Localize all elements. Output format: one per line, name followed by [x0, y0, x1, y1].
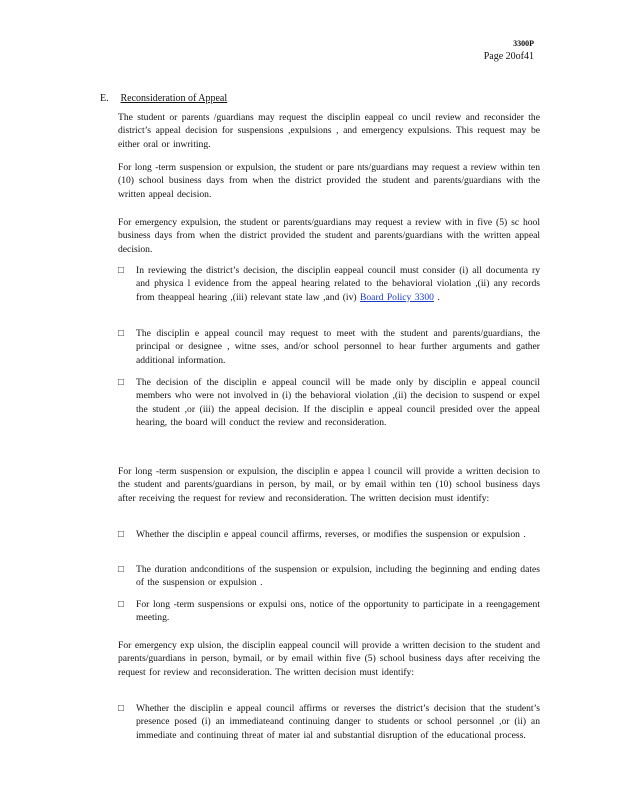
checkbox-bullet-icon: □	[118, 564, 124, 575]
paragraph-long-term-decision: For long -term suspension or expulsion, the disciplin e appea l council will provide a written decision to the student and parents/guardians in person, by mail, or by email within ten (10) school business days after receiving the request for review and reconsideration. The written decision must identify:	[118, 466, 540, 504]
paragraph-emergency-decision: For emergency exp ulsion, the disciplin eappeal council will provide a written decision to the student and parents/guardians in person, bymail, or by email within five (5) school business days after receiving the request for review and reconsideration. The written decision must identify:	[118, 640, 540, 678]
checkbox-bullet-icon: □	[118, 265, 124, 276]
list-item	[118, 376, 540, 429]
bullet-text: In reviewing the district’s decision, the disciplin eappeal council must consider (i) all documenta ry and physica l evidence from the appeal hearing related to the behavioral violation ,(ii) any records from theappeal hearing ,(iii) relevant state law ,and (iv)	[136, 265, 540, 303]
section-title: Reconsideration of Appeal	[120, 93, 228, 104]
paragraph-emergency-request: For emergency expulsion, the student or parents/guardians may request a review with in five (5) sc hool business days from when the district provided the student and parents/guardians with the written appeal decision.	[118, 217, 540, 255]
paragraph-request-review: The student or parents /guardians may request the disciplin eappeal co uncil review and reconsider the district’s appeal decision for suspensions ,expulsions , and emergency expulsions. This request may be either oral or inwriting.	[118, 112, 540, 150]
list-item	[118, 598, 540, 625]
paragraph-long-term-request: For long -term suspension or expulsion, the student or pare nts/guardians may request a review within ten (10) school business days from when the district provided the student and parents/guardians with the written appeal decision.	[118, 162, 540, 200]
checkbox-bullet-icon: □	[118, 703, 124, 714]
page-number: Page 20of41	[483, 51, 534, 62]
policy-code: 3300P	[513, 39, 534, 48]
list-item	[118, 528, 540, 541]
checkbox-bullet-icon: □	[118, 328, 124, 339]
checkbox-bullet-icon: □	[118, 599, 124, 610]
bullet-text: Whether the disciplin e appeal council affirms or reverses the district’s decision that the student’s presence posed (i) an immediateand continuing danger to students or school personnel ,or (ii) an immediate and continuing threat of mater ial and substantial disruption of the educational process.	[136, 703, 540, 741]
section-heading	[100, 93, 227, 104]
list-item	[118, 264, 540, 304]
bullet-text: Whether the disciplin e appeal council affirms, reverses, or modifies the suspension or expulsion .	[136, 529, 526, 540]
bullet-tail: .	[433, 291, 440, 303]
section-label: E.	[100, 93, 109, 104]
board-policy-link[interactable]: Board Policy 3300	[359, 291, 434, 303]
bullet-text: The duration andconditions of the suspension or expulsion, including the beginning and ending dates of the suspension or expulsion .	[136, 564, 540, 589]
checkbox-bullet-icon: □	[118, 377, 124, 388]
list-item	[118, 563, 540, 590]
checkbox-bullet-icon: □	[118, 529, 124, 540]
bullet-text: The decision of the disciplin e appeal council will be made only by disciplin e appeal council members who were not involved in (i) the behavioral violation ,(ii) the decision to suspend or expel the student ,or (iii) the appeal decision. If the disciplin e appeal council presided over the appeal hearing, the board will conduct the review and reconsideration.	[136, 377, 540, 428]
list-item	[118, 702, 540, 742]
list-item	[118, 327, 540, 367]
bullet-text: The disciplin e appeal council may request to meet with the student and parents/guardians, the principal or designee , witne sses, and/or school personnel to hear further arguments and gather additional information.	[136, 328, 540, 366]
bullet-text: For long -term suspensions or expulsi ons, notice of the opportunity to participate in a reengagement meeting.	[136, 599, 540, 624]
